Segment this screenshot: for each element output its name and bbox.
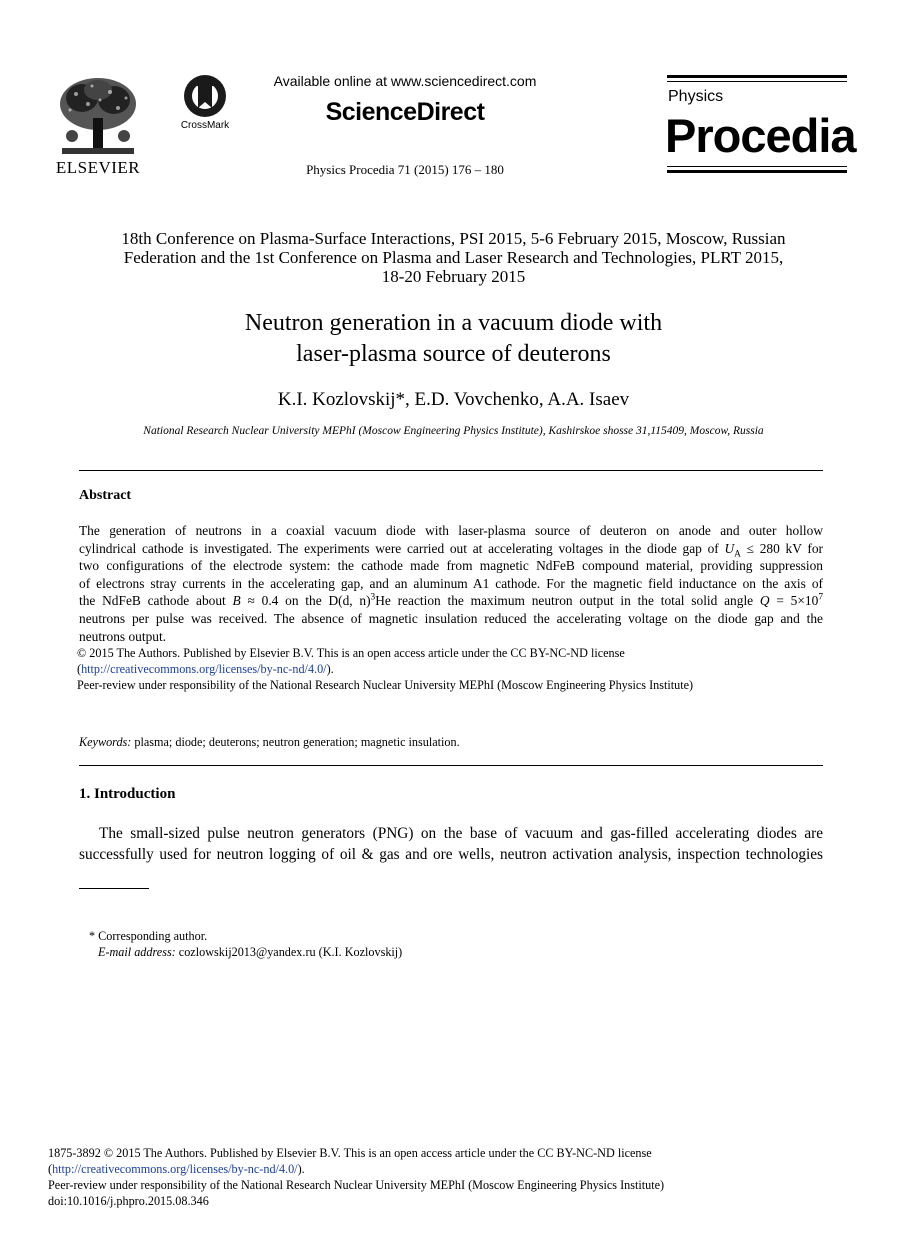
conference-line-3: 18-20 February 2015 — [381, 267, 526, 286]
title-line-1: Neutron generation in a vacuum diode with — [244, 310, 663, 336]
available-online: Available online at www.sciencedirect.com — [273, 73, 537, 89]
footer-line-1: 1875-3892 © 2015 The Authors. Published by Elsevier B.V. This is an open access article under the CC BY-NC-ND license — [48, 1146, 652, 1160]
crossmark-icon — [178, 74, 232, 120]
keywords-label: Keywords: — [79, 735, 132, 749]
abstract-line-2: cylindrical cathode is investigated. The experiments were carried out at accelerating voltages in the diode gap of $U_A \le 280$ kV for — [79, 540, 823, 560]
journal-citation: Physics Procedia 71 (2015) 176 – 180 — [306, 162, 504, 177]
intro-line-1: The small-sized pulse neutron generators (PNG) on the base of vacuum and gas-filled accelerating diodes are — [99, 825, 823, 842]
abstract-line-4: of electrons stray currents in the accelerating gap, and an aluminum A1 cathode. For the magnetic field inductance on the axis of — [79, 575, 823, 591]
footnote-separator — [79, 888, 149, 889]
abstract-line-5: the NdFeB cathode about B ≈ 0.4 on the D(d, n)$^3$He reaction the maximum neutron output in the total solid angle $Q = 5\times 10^7$ — [79, 592, 823, 609]
keywords-text: plasma; diode; deuterons; neutron generation; magnetic insulation. — [134, 735, 460, 749]
email-address[interactable]: cozlowskij2013@yandex.ru (K.I. Kozlovskij) — [178, 945, 403, 959]
email-label: E-mail address: — [98, 945, 176, 959]
abstract-line-7: neutrons output. — [79, 628, 167, 644]
page-footer — [48, 1145, 848, 1209]
authors: K.I. Kozlovskij*, E.D. Vovchenko, A.A. Isaev — [277, 389, 630, 410]
journal-rule-bottom — [667, 166, 847, 167]
journal-name-small: Physics — [668, 88, 724, 105]
abstract-line-6: neutrons per pulse was received. The absence of magnetic insulation reduced the accelerating voltage on the diode gap and the — [79, 610, 823, 626]
footnote — [89, 928, 402, 960]
introduction-body — [79, 823, 823, 865]
corresponding-author: * Corresponding author. — [89, 929, 208, 943]
footer-line-3: Peer-review under responsibility of the National Research Nuclear University MEPhI (Moscow Engineering Physics Institute) — [48, 1178, 665, 1192]
intro-line-2: successfully used for neutron logging of oil & gas and ore wells, neutron activation analysis, inspection technologies — [79, 846, 823, 863]
abstract-line-3: two configurations of the electrode system: the cathode made from magnetic NdFeB compound material, providing suppression — [79, 558, 823, 574]
crossmark-label: CrossMark — [180, 120, 230, 131]
license-link[interactable]: http://creativecommons.org/licenses/by-nc-nd/4.0/ — [81, 661, 327, 676]
conference-line-1: 18th Conference on Plasma-Surface Interactions, PSI 2015, 5-6 February 2015, Moscow, Russian — [121, 229, 786, 248]
tree-icon — [52, 74, 144, 158]
footer-doi[interactable]: doi:10.1016/j.phpro.2015.08.346 — [48, 1194, 209, 1208]
journal-rule-bottom-thick — [667, 170, 847, 173]
journal-name-big: Procedia — [665, 109, 856, 162]
divider-bottom — [79, 765, 823, 766]
introduction-heading: 1. Introduction — [79, 786, 176, 802]
publisher-name: ELSEVIER — [55, 158, 141, 177]
license-line-3: Peer-review under responsibility of the National Research Nuclear University MEPhI (Moscow Engineering Physics Institute) — [77, 677, 694, 692]
journal-rule-top — [667, 75, 847, 78]
elsevier-tree-logo — [52, 74, 144, 158]
title-line-2: laser-plasma source of deuterons — [296, 341, 611, 367]
paper-title — [60, 308, 847, 370]
abstract-heading: Abstract — [79, 488, 132, 503]
abstract-body — [79, 522, 823, 645]
sciencedirect-logo: ScienceDirect — [325, 98, 485, 126]
conference-info — [60, 229, 847, 286]
divider-top — [79, 470, 823, 471]
journal-rule-top-thin — [667, 81, 847, 82]
license-line-1: © 2015 The Authors. Published by Elsevier B.V. This is an open access article under the CC BY-NC-ND license — [77, 646, 625, 660]
affiliation: National Research Nuclear University MEPhI (Moscow Engineering Physics Institute), Kashirskoe shosse 31,115409, Moscow, Russia — [143, 425, 764, 437]
footer-license-link[interactable]: http://creativecommons.org/licenses/by-nc-nd/4.0/ — [52, 1162, 298, 1176]
footer-line-2: (http://creativecommons.org/licenses/by-nc-nd/4.0/). — [48, 1162, 305, 1176]
license-line-2: (http://creativecommons.org/licenses/by-nc-nd/4.0/). — [77, 661, 334, 676]
crossmark-logo[interactable] — [178, 74, 232, 132]
abstract-line-1: The generation of neutrons in a coaxial vacuum diode with laser-plasma source of deuteron on anode and outer hollow — [79, 523, 823, 538]
license-block — [77, 646, 837, 693]
conference-line-2: Federation and the 1st Conference on Plasma and Laser Research and Technologies, PLRT 2015, — [123, 248, 784, 267]
email-line — [89, 944, 402, 960]
keywords — [79, 735, 460, 750]
